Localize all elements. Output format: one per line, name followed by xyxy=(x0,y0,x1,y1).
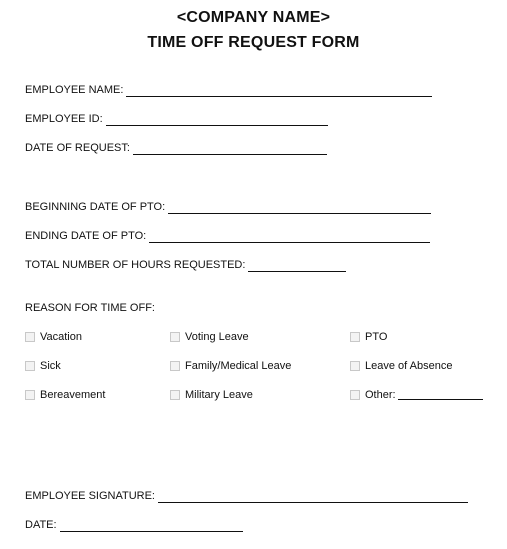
military-leave-checkbox[interactable] xyxy=(170,390,180,400)
option-family-medical-leave[interactable] xyxy=(170,360,291,372)
option-voting-leave[interactable] xyxy=(170,331,249,343)
employee-name-field[interactable] xyxy=(126,86,432,97)
date-field[interactable] xyxy=(60,521,243,532)
signature-row xyxy=(25,490,468,503)
reason-title: REASON FOR TIME OFF: xyxy=(25,302,155,314)
date-of-request-field[interactable] xyxy=(133,144,327,155)
beginning-date-row xyxy=(25,201,431,214)
signature-label: EMPLOYEE SIGNATURE: xyxy=(25,490,155,502)
employee-name-label: EMPLOYEE NAME: xyxy=(25,84,124,96)
option-label: Leave of Absence xyxy=(365,360,453,372)
option-label: Other: xyxy=(365,389,396,401)
date-row xyxy=(25,519,243,532)
other-checkbox[interactable] xyxy=(350,390,360,400)
option-label: Family/Medical Leave xyxy=(185,360,292,372)
option-vacation[interactable] xyxy=(25,331,82,343)
option-label: Bereavement xyxy=(40,389,106,401)
option-bereavement[interactable] xyxy=(25,389,105,401)
employee-id-field[interactable] xyxy=(106,115,328,126)
date-of-request-label: DATE OF REQUEST: xyxy=(25,142,130,154)
employee-id-label: EMPLOYEE ID: xyxy=(25,113,103,125)
option-label: Vacation xyxy=(40,331,82,343)
option-label: PTO xyxy=(365,331,388,343)
leave-of-absence-checkbox[interactable] xyxy=(350,361,360,371)
option-label: Military Leave xyxy=(185,389,253,401)
total-hours-label: TOTAL NUMBER OF HOURS REQUESTED: xyxy=(25,259,246,271)
form-title: TIME OFF REQUEST FORM xyxy=(147,34,360,51)
ending-date-label: ENDING DATE OF PTO: xyxy=(25,230,147,242)
option-military-leave[interactable] xyxy=(170,389,253,401)
total-hours-row xyxy=(25,259,346,272)
date-of-request-row xyxy=(25,142,327,155)
date-label: DATE: xyxy=(25,519,57,531)
option-pto[interactable] xyxy=(350,331,387,343)
beginning-date-field[interactable] xyxy=(168,203,431,214)
beginning-date-label: BEGINNING DATE OF PTO: xyxy=(25,201,166,213)
pto-checkbox[interactable] xyxy=(350,332,360,342)
option-other[interactable] xyxy=(350,389,483,401)
signature-field[interactable] xyxy=(158,492,468,503)
voting-leave-checkbox[interactable] xyxy=(170,332,180,342)
option-label: Sick xyxy=(40,360,61,372)
ending-date-row xyxy=(25,230,430,243)
total-hours-field[interactable] xyxy=(248,261,346,272)
vacation-checkbox[interactable] xyxy=(25,332,35,342)
company-name: <COMPANY NAME> xyxy=(176,9,331,26)
sick-checkbox[interactable] xyxy=(25,361,35,371)
other-field[interactable] xyxy=(398,390,483,400)
option-leave-of-absence[interactable] xyxy=(350,360,452,372)
option-label: Voting Leave xyxy=(185,331,249,343)
employee-id-row xyxy=(25,113,328,126)
option-sick[interactable] xyxy=(25,360,61,372)
employee-name-row xyxy=(25,84,432,97)
bereavement-checkbox[interactable] xyxy=(25,390,35,400)
ending-date-field[interactable] xyxy=(149,232,430,243)
family-medical-leave-checkbox[interactable] xyxy=(170,361,180,371)
